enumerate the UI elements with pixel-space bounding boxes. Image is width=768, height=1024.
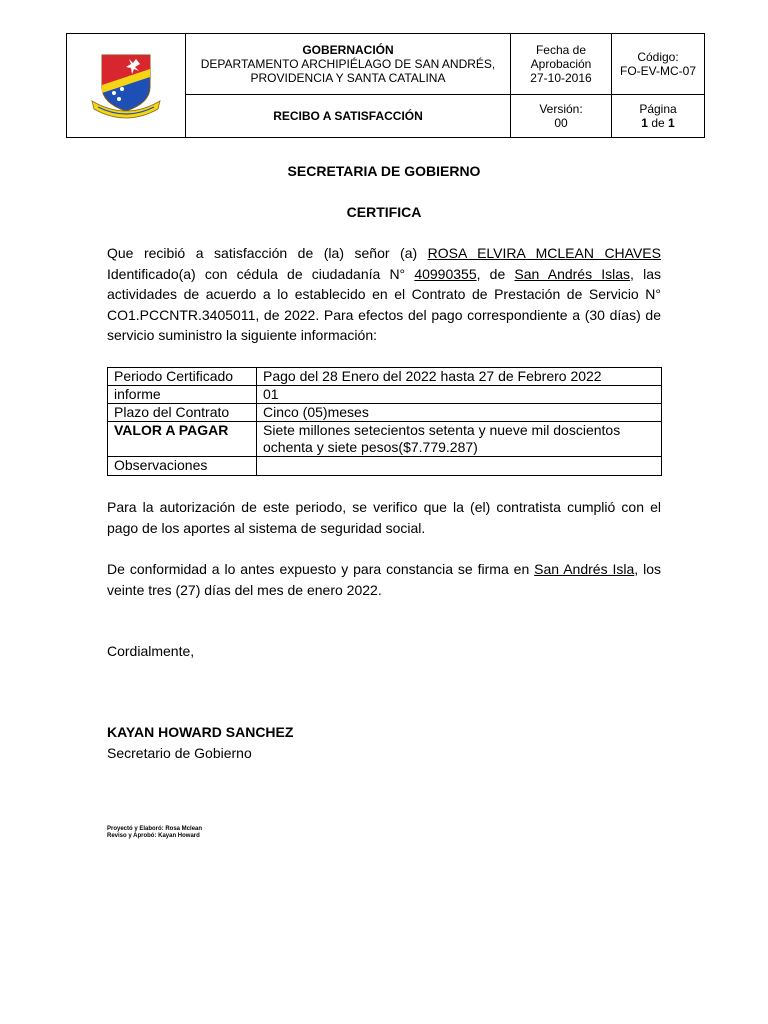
approved-by-note: Reviso y Aprobó: Kayan Howard [107, 833, 200, 839]
page-total: 1 [668, 116, 675, 130]
p3-text-a: De conformidad a lo antes expuesto y para constancia se firma en [107, 561, 535, 577]
page-number [614, 116, 702, 130]
row-label: Periodo Certificado [108, 368, 257, 386]
signer-title: Secretario de Gobierno [107, 745, 252, 761]
page-current: 1 [641, 116, 648, 130]
code-value: FO-EV-MC-07 [619, 64, 696, 78]
approval-date-label-1: Fecha de [535, 43, 587, 57]
version-label: Versión: [539, 102, 583, 116]
p1-text-d: , las actividades de acuerdo a lo establecido en el Contrato de Prestación de Servicio N° CO1.PCCNTR.3405011, de 2022. Para efectos del pago correspondiente a (30 días) de servicio suministro la siguiente información: [107, 265, 661, 343]
certification-paragraph [107, 243, 661, 346]
version-cell [511, 95, 612, 138]
department-line-1: DEPARTAMENTO ARCHIPIÉLAGO DE SAN ANDRÉS, [200, 57, 496, 71]
approval-date-value: 27-10-2016 [530, 71, 592, 85]
table-row [108, 386, 662, 404]
row-value [257, 457, 662, 476]
id-place: San Andrés Islas [514, 265, 631, 282]
table-row [108, 457, 662, 476]
table-row [108, 422, 662, 457]
certifica-heading: CERTIFICA [346, 204, 422, 220]
signer-name: KAYAN HOWARD SANCHEZ [107, 724, 294, 740]
code-cell [612, 34, 705, 95]
version-value: 00 [554, 116, 568, 130]
p1-text-b: Identificado(a) con cédula de ciudadanía N° [107, 265, 415, 282]
org-name: GOBERNACIÓN [302, 43, 394, 57]
office-heading: SECRETARIA DE GOBIERNO [287, 163, 481, 179]
code-label: Código: [637, 50, 679, 64]
document-title: RECIBO A SATISFACCIÓN [186, 95, 511, 138]
prepared-by-note: Proyectó y Elaboró: Rosa Mclean [107, 826, 203, 832]
row-label: VALOR A PAGAR [108, 422, 257, 457]
closing-text: Cordialmente, [107, 643, 195, 659]
row-value: Pago del 28 Enero del 2022 hasta 27 de Febrero 2022 [257, 368, 662, 386]
signing-place: San Andrés Isla [534, 561, 635, 577]
page-of: de [651, 116, 665, 130]
logo-cell [67, 34, 186, 138]
id-number: 40990355 [414, 265, 477, 282]
table-row [108, 368, 662, 386]
coat-of-arms-icon [86, 47, 166, 119]
approval-date-cell [511, 34, 612, 95]
row-value: Cinco (05)meses [257, 404, 662, 422]
payment-info-table [107, 367, 662, 476]
approval-date-label-2: Aprobación [530, 57, 592, 71]
authorization-paragraph: Para la autorización de este periodo, se verifico que la (el) contratista cumplió con el pago de los aportes al sistema de seguridad social. [107, 499, 661, 536]
p1-text-a: Que recibió a satisfacción de (la) señor (a) [107, 245, 428, 261]
row-label: Observaciones [108, 457, 257, 476]
row-value: 01 [257, 386, 662, 404]
row-label: informe [108, 386, 257, 404]
row-label: Plazo del Contrato [108, 404, 257, 422]
conformity-paragraph [107, 559, 661, 600]
page-label: Página [639, 102, 677, 116]
contractor-name: ROSA ELVIRA MCLEAN CHAVES [427, 245, 661, 261]
p3-text-b: , los veinte tres (27) días del mes de enero 2022. [107, 561, 661, 598]
department-line-2: PROVIDENCIA Y SANTA CATALINA [250, 71, 446, 85]
row-value: Siete millones setecientos setenta y nueve mil doscientos ochenta y siete pesos($7.779.287) [257, 422, 662, 457]
p1-text-c: , de [476, 265, 515, 282]
page-cell [612, 95, 705, 138]
header-title-block [186, 34, 511, 95]
table-row [108, 404, 662, 422]
document-header [66, 33, 705, 138]
